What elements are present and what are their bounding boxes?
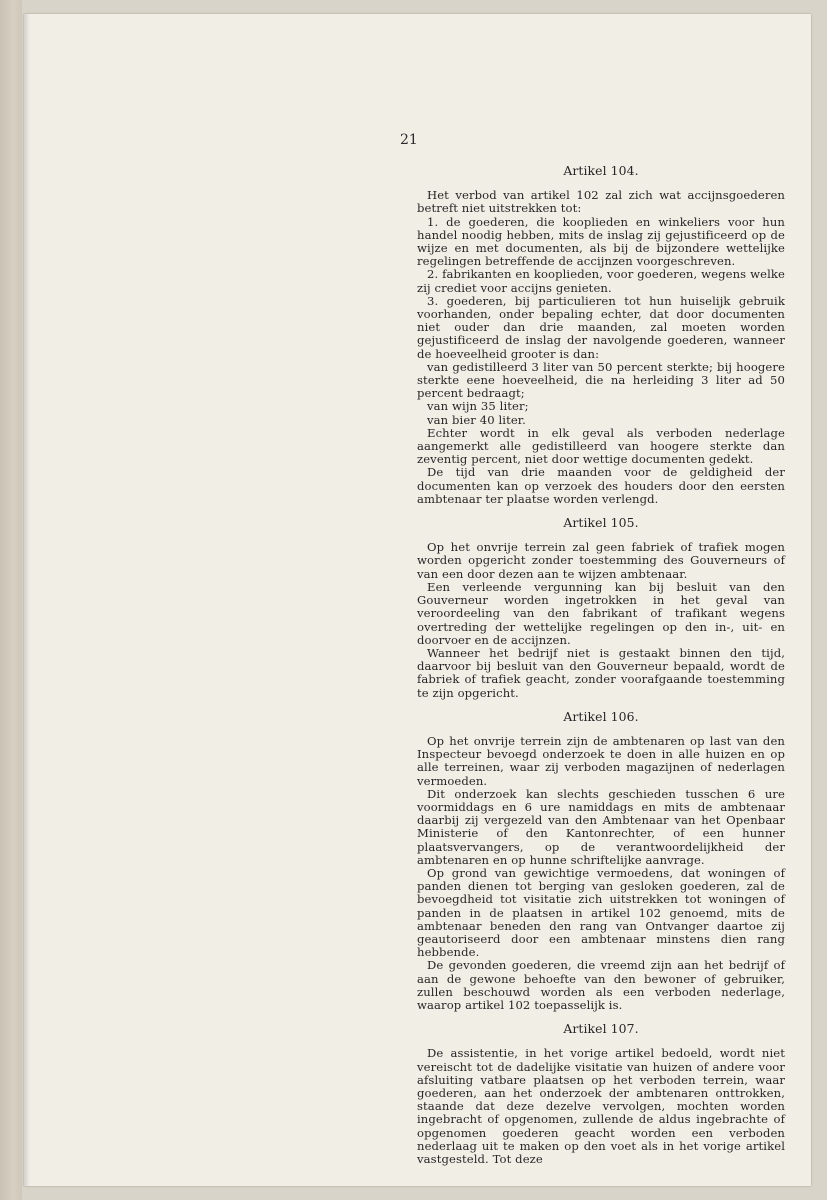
article-paragraph: De gevonden goederen, die vreemd zijn aan het bedrijf of aan de gewone behoefte van den bewoner of gebruiker, zullen beschouwd worden als een verboden nederlage, waarop artikel 102 toepasselijk is. (417, 958, 785, 1012)
article-paragraph: De tijd van drie maanden voor de geldigheid der documenten kan op verzoek des houders door den eersten ambtenaar ter plaatse worden verlengd. (417, 465, 785, 506)
article-paragraph: Op het onvrije terrein zal geen fabriek of trafiek mogen worden opgericht zonder toestemming des Gouverneurs of van een door dezen aan te wijzen ambtenaar. (417, 540, 785, 581)
article-heading: Artikel 104. (563, 163, 639, 178)
article-paragraph: Het verbod van artikel 102 zal zich wat accijnsgoederen betreft niet uitstrekken tot: (417, 188, 785, 216)
article-104 (417, 164, 785, 506)
article-paragraph: van gedistilleerd 3 liter van 50 percent sterkte; bij hoogere sterkte eene hoeveelheid, die na herleiding 3 liter ad 50 percent bedraagt; (417, 359, 785, 401)
article-106 (417, 710, 785, 1012)
page-number: 21 (400, 132, 418, 148)
text-column (417, 164, 785, 1176)
article-paragraph: van bier 40 liter. (427, 412, 526, 427)
article-heading: Artikel 105. (563, 515, 639, 531)
document-page (24, 14, 811, 1186)
article-paragraph: Echter wordt in elk geval als verboden nederlage aangemerkt alle gedistilleerd van hoogere sterkte dan zeventig percent, niet door wettige documenten gedekt. (417, 425, 785, 467)
article-paragraph: Op het onvrije terrein zijn de ambtenaren op last van den Inspecteur bevoegd onderzoek te doen in alle huizen en op alle terreinen, waar zij verboden magazijnen of nederlagen vermoeden. (417, 733, 785, 788)
article-paragraph: Op grond van gewichtige vermoedens, dat woningen of panden dienen tot berging van gesloken goederen, zal de bevoegdheid tot visitatie zich uitstrekken tot woningen of panden in de plaatsen in artikel 102 genoemd, mits de ambtenaar beneden den rang van Ontvanger daartoe zij geautoriseerd door een ambtenaar minstens dien rang hebbende. (417, 865, 785, 960)
article-paragraph: 1. de goederen, die kooplieden en winkeliers voor hun handel noodig hebben, mits de inslag zij gejustificeerd op de wijze en met documenten, als bij de bijzondere wettelijke regelingen betreffende de accijnzen voorgeschreven. (417, 214, 785, 269)
article-paragraph: De assistentie, in het vorige artikel bedoeld, wordt niet vereischt tot de dadelijke visitatie van huizen of andere voor afsluiting vatbare plaatsen op het verboden terrein, waar goederen, aan het onderzoek der ambtenaren onttrokken, staande dat deze dezelve vervolgen, mochten worden ingebracht of opgenomen, zullende de aldus ingebrachte of opgenomen goederen geacht worden een verboden nederlaag uit te maken op den voet als in het vorige artikel vastgesteld. Tot deze (417, 1046, 785, 1167)
article-107 (417, 1022, 785, 1166)
article-heading: Artikel 106. (563, 708, 639, 724)
article-paragraph: Wanneer het bedrijf niet is gestaakt binnen den tijd, daarvoor bij besluit van den Gouverneur bepaald, wordt de fabriek of trafiek geacht, zonder voorafgaande toestemming te zijn opgericht. (417, 645, 785, 700)
article-paragraph: van wijn 35 liter; (427, 399, 529, 414)
article-paragraph: Een verleende vergunning kan bij besluit van den Gouverneur worden ingetrokken in het geval van veroordeeling van den fabrikant of trafikant wegens overtreding der wettelijke regelingen op den in-, uit- en doorvoer en de accijnzen. (417, 579, 785, 647)
article-paragraph: 2. fabrikanten en kooplieden, voor goederen, wegens welke zij crediet voor accijns genieten. (417, 267, 785, 295)
article-heading: Artikel 107. (563, 1021, 639, 1037)
article-paragraph: 3. goederen, bij particulieren tot hun huiselijk gebruik voorhanden, onder bepaling echter, dat door documenten niet ouder dan drie maanden, zal moeten worden gejustificeerd de inslag der navolgende goederen, wanneer de hoeveelheid grooter is dan: (417, 293, 785, 361)
book-spine-edge (0, 0, 22, 1200)
article-paragraph: Dit onderzoek kan slechts geschieden tusschen 6 ure voormiddags en 6 ure namiddags en mits de ambtenaar daarbij zij vergezeld van den Ambtenaar van het Openbaar Ministerie of den Kantonrechter, of een hunner plaatsvervangers, op de verantwoordelijkheid der ambtenaren en op hunne schriftelijke aanvrage. (417, 786, 785, 867)
article-105 (417, 516, 785, 700)
